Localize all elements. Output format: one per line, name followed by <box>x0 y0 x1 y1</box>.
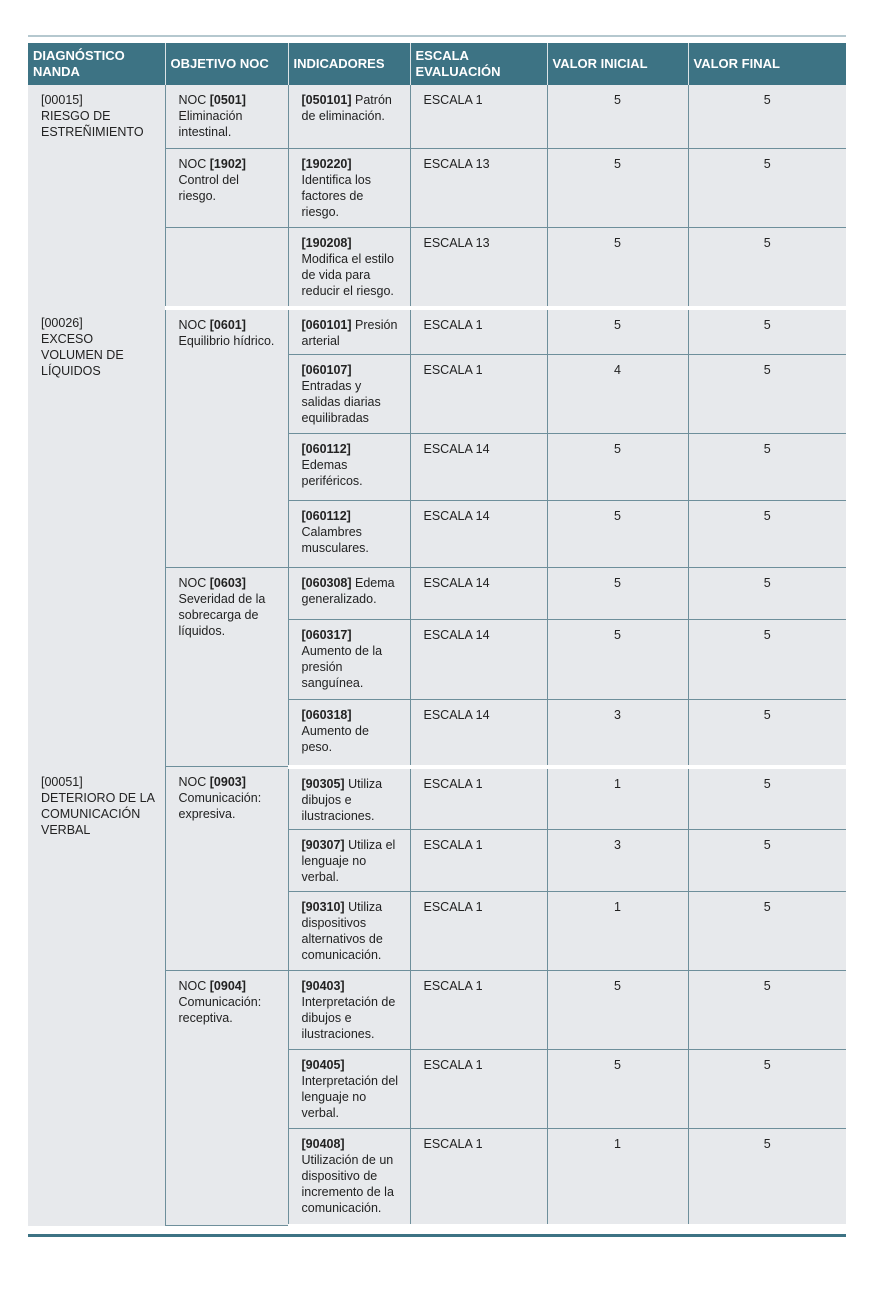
indicator-text: Edemas periféricos. <box>301 458 363 488</box>
final-value-cell: 5 <box>688 892 846 971</box>
scale-cell: ESCALA 1 <box>410 85 547 148</box>
noc-name: Eliminación intestinal. <box>178 109 243 139</box>
indicator-code: [90403] <box>301 979 345 993</box>
final-value-cell: 5 <box>688 227 846 308</box>
indicator-text: Patrón de eliminación. <box>301 93 392 123</box>
noc-code: [0603] <box>209 576 246 590</box>
scale-cell: ESCALA 14 <box>410 568 547 620</box>
noc-cell <box>165 85 288 148</box>
table-body <box>28 85 846 1226</box>
initial-value-cell: 5 <box>547 85 688 148</box>
column-header-final-value: VALOR FINAL <box>688 43 846 85</box>
indicator-code: [060308] <box>301 576 352 590</box>
noc-code: [0501] <box>209 93 246 107</box>
indicator-text: Entradas y salidas diarias equilibradas <box>301 379 381 425</box>
initial-value-cell: 1 <box>547 767 688 830</box>
noc-code: [0601] <box>209 318 246 332</box>
table-row <box>28 767 846 830</box>
noc-name: Comunicación: receptiva. <box>178 995 262 1025</box>
column-header-noc: OBJETIVO NOC <box>165 43 288 85</box>
indicator-cell <box>288 148 410 227</box>
final-value-cell: 5 <box>688 148 846 227</box>
indicator-text: Utiliza dibujos e ilustraciones. <box>301 776 383 823</box>
indicator-code: [060317] <box>301 628 352 642</box>
noc-prefix: NOC <box>178 318 210 332</box>
scale-cell: ESCALA 1 <box>410 971 547 1050</box>
initial-value-cell: 5 <box>547 568 688 620</box>
column-header-scale: ESCALA EVALUACIÓN <box>410 43 547 85</box>
noc-cell <box>165 308 288 568</box>
indicator-code: [050101] <box>301 93 352 107</box>
bottom-rule <box>28 1234 846 1237</box>
diagnosis-code: [00015] <box>41 93 83 107</box>
diagnosis-cell <box>28 767 165 1226</box>
table-header <box>28 43 846 85</box>
indicator-text: Interpretación del lenguaje no verbal. <box>301 1074 399 1120</box>
scale-cell: ESCALA 1 <box>410 767 547 830</box>
noc-code: [0904] <box>209 979 246 993</box>
indicator-code: [060112] <box>301 442 351 456</box>
indicator-cell <box>288 355 410 434</box>
indicator-cell <box>288 434 410 501</box>
final-value-cell: 5 <box>688 434 846 501</box>
column-header-diagnosis: DIAGNÓSTICO NANDA <box>28 43 165 85</box>
initial-value-cell: 5 <box>547 308 688 355</box>
indicator-code: [90305] <box>301 776 345 791</box>
indicator-text: Presión arterial <box>301 318 398 348</box>
diagnosis-cell <box>28 85 165 308</box>
initial-value-cell: 5 <box>547 434 688 501</box>
initial-value-cell: 5 <box>547 501 688 568</box>
scale-cell: ESCALA 1 <box>410 830 547 892</box>
final-value-cell: 5 <box>688 568 846 620</box>
indicator-text: Identifica los factores de riesgo. <box>301 172 371 219</box>
indicator-text: Utiliza el lenguaje no verbal. <box>301 838 396 884</box>
scale-cell: ESCALA 1 <box>410 355 547 434</box>
scale-cell: ESCALA 14 <box>410 434 547 501</box>
indicator-cell <box>288 227 410 308</box>
initial-value-cell: 3 <box>547 700 688 767</box>
indicator-code: [060112] <box>301 509 351 523</box>
scale-cell: ESCALA 1 <box>410 1129 547 1226</box>
indicator-text: Utilización de un dispositivo de incremento de la comunicación. <box>301 1153 394 1215</box>
scale-cell: ESCALA 1 <box>410 308 547 355</box>
column-header-indicators: INDICADORES <box>288 43 410 85</box>
noc-prefix: NOC <box>178 979 210 993</box>
column-header-initial-value: VALOR INICIAL <box>547 43 688 85</box>
noc-prefix: NOC <box>178 156 210 171</box>
initial-value-cell: 5 <box>547 620 688 700</box>
scale-cell: ESCALA 13 <box>410 227 547 308</box>
initial-value-cell: 5 <box>547 227 688 308</box>
initial-value-cell: 4 <box>547 355 688 434</box>
initial-value-cell: 1 <box>547 1129 688 1226</box>
scale-cell: ESCALA 14 <box>410 501 547 568</box>
indicator-cell <box>288 1129 410 1226</box>
indicator-code: [90408] <box>301 1137 345 1151</box>
noc-name: Equilibrio hídrico. <box>178 334 275 348</box>
indicator-text: Modifica el estilo de vida para reducir el riesgo. <box>301 251 394 298</box>
final-value-cell: 5 <box>688 85 846 148</box>
noc-name: Severidad de la sobrecarga de líquidos. <box>178 592 266 638</box>
final-value-cell: 5 <box>688 1050 846 1129</box>
noc-name: Control del riesgo. <box>178 172 239 203</box>
final-value-cell: 5 <box>688 501 846 568</box>
noc-cell <box>165 568 288 767</box>
indicator-code: [90310] <box>301 900 345 914</box>
indicator-cell <box>288 892 410 971</box>
noc-code: [1902] <box>209 156 246 171</box>
noc-name: Comunicación: expresiva. <box>178 791 262 821</box>
diagnosis-cell <box>28 308 165 767</box>
initial-value-cell: 3 <box>547 830 688 892</box>
indicator-cell <box>288 568 410 620</box>
diagnosis-name: RIESGO DE ESTREÑIMIENTO <box>41 109 144 139</box>
final-value-cell: 5 <box>688 1129 846 1226</box>
scale-cell: ESCALA 14 <box>410 620 547 700</box>
top-rule <box>28 35 846 37</box>
initial-value-cell: 5 <box>547 971 688 1050</box>
noc-cell <box>165 767 288 971</box>
scale-cell: ESCALA 1 <box>410 1050 547 1129</box>
table-row <box>28 85 846 148</box>
final-value-cell: 5 <box>688 767 846 830</box>
noc-cell-empty <box>165 227 288 308</box>
indicator-cell <box>288 620 410 700</box>
diagnosis-name: EXCESO VOLUMEN DE LÍQUIDOS <box>41 332 124 378</box>
indicator-code: [060318] <box>301 708 352 722</box>
indicator-text: Edema generalizado. <box>301 576 395 606</box>
final-value-cell: 5 <box>688 620 846 700</box>
diagnosis-code: [00051] <box>41 774 83 789</box>
indicator-cell <box>288 85 410 148</box>
scale-cell: ESCALA 14 <box>410 700 547 767</box>
noc-code: [0903] <box>209 775 246 789</box>
indicator-cell <box>288 501 410 568</box>
indicator-text: Aumento de peso. <box>301 724 369 754</box>
indicator-code: [190208] <box>301 235 352 250</box>
indicator-text: Calambres musculares. <box>301 525 369 555</box>
indicator-text: Utiliza dispositivos alternativos de comunicación. <box>301 900 383 962</box>
final-value-cell: 5 <box>688 700 846 767</box>
indicator-text: Interpretación de dibujos e ilustraciones. <box>301 995 396 1041</box>
indicator-cell <box>288 1050 410 1129</box>
indicator-text: Aumento de la presión sanguínea. <box>301 644 383 690</box>
initial-value-cell: 1 <box>547 892 688 971</box>
care-plan-table <box>28 43 846 1228</box>
indicator-code: [90307] <box>301 838 345 852</box>
final-value-cell: 5 <box>688 830 846 892</box>
initial-value-cell: 5 <box>547 1050 688 1129</box>
noc-prefix: NOC <box>178 576 210 590</box>
indicator-cell <box>288 767 410 830</box>
diagnosis-code: [00026] <box>41 316 83 330</box>
noc-prefix: NOC <box>178 93 210 107</box>
indicator-cell <box>288 830 410 892</box>
indicator-code: [90405] <box>301 1058 345 1072</box>
scale-cell: ESCALA 13 <box>410 148 547 227</box>
final-value-cell: 5 <box>688 308 846 355</box>
initial-value-cell: 5 <box>547 148 688 227</box>
final-value-cell: 5 <box>688 971 846 1050</box>
final-value-cell: 5 <box>688 355 846 434</box>
indicator-code: [060101] <box>301 318 352 332</box>
indicator-cell <box>288 308 410 355</box>
indicator-cell <box>288 971 410 1050</box>
indicator-code: [060107] <box>301 363 352 377</box>
diagnosis-name: DETERIORO DE LA COMUNICACIÓN VERBAL <box>41 790 155 837</box>
noc-cell <box>165 971 288 1226</box>
scale-cell: ESCALA 1 <box>410 892 547 971</box>
table-row <box>28 308 846 355</box>
indicator-cell <box>288 700 410 767</box>
indicator-code: [190220] <box>301 156 352 171</box>
noc-prefix: NOC <box>178 775 210 789</box>
noc-cell <box>165 148 288 227</box>
